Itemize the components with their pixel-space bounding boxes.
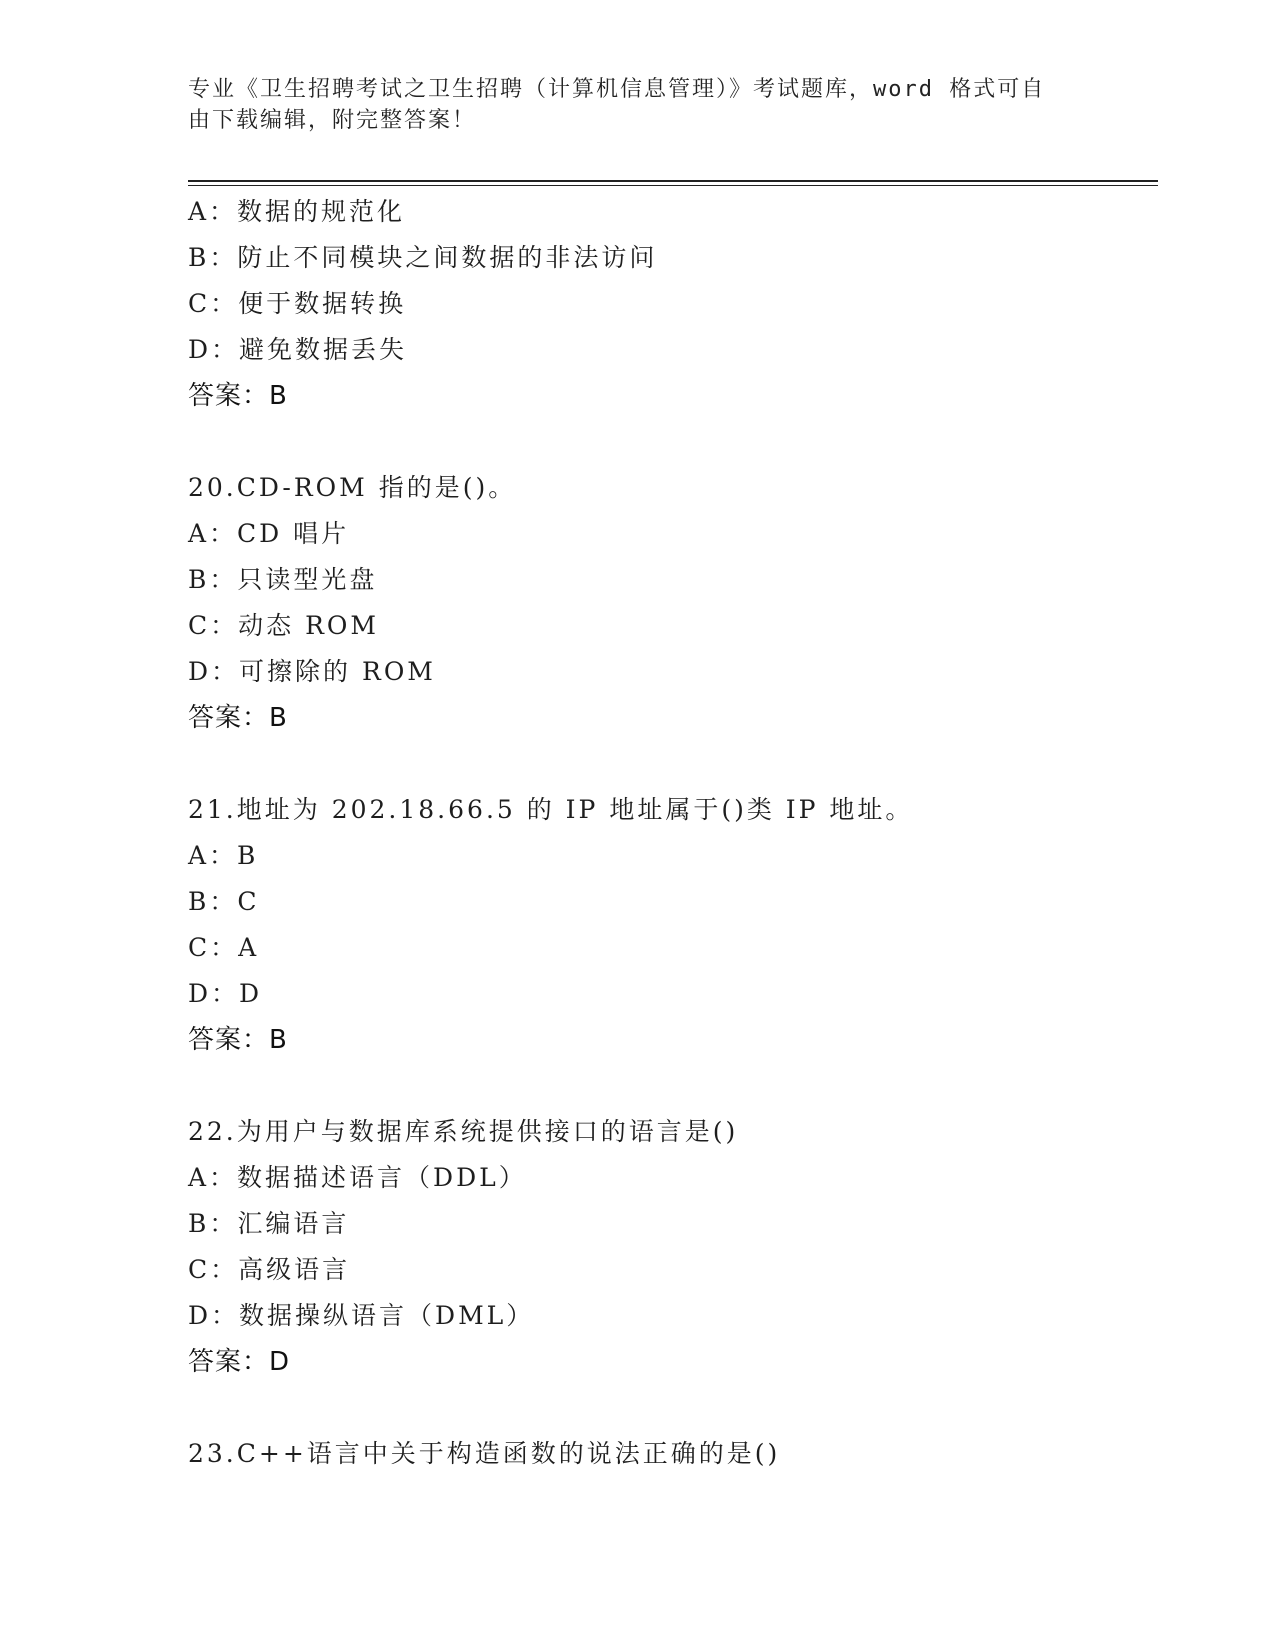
option-d: D：D [188,979,263,1008]
option-d: D：数据操纵语言（DML） [188,1301,535,1330]
answer-line: 答案：B [188,1025,288,1055]
question-title: 20.CD-ROM 指的是()。 [188,473,517,502]
question-22 [188,1109,1158,1385]
answer-line: 答案：D [188,1347,291,1377]
option-d: D：可擦除的 ROM [188,657,436,686]
option-b: B：只读型光盘 [188,565,378,594]
option-c: C：A [188,933,260,962]
option-a: A：数据的规范化 [188,197,406,226]
option-b: B：汇编语言 [188,1209,350,1238]
answer-line: 答案：B [188,381,288,411]
option-a: A：B [188,841,259,870]
document-header [188,74,1068,136]
option-c: C：高级语言 [188,1255,351,1284]
question-title: 23.C++语言中关于构造函数的说法正确的是() [188,1439,781,1468]
question-21 [188,787,1158,1063]
option-b: B：C [188,887,260,916]
option-d: D：避免数据丢失 [188,335,408,364]
header-divider [188,180,1158,186]
header-line-1: 专业《卫生招聘考试之卫生招聘（计算机信息管理）》考试题库，word 格式可自 [188,77,1046,102]
option-a: A：数据描述语言（DDL） [188,1163,527,1192]
answer-line: 答案：B [188,703,288,733]
option-c: C：便于数据转换 [188,289,407,318]
question-title: 21.地址为 202.18.66.5 的 IP 地址属于()类 IP 地址。 [188,795,914,824]
question-list [188,189,1158,1477]
question-20 [188,465,1158,741]
question-23 [188,1431,1158,1477]
question-fragment [188,189,1158,419]
option-b: B：防止不同模块之间数据的非法访问 [188,243,658,272]
option-a: A：CD 唱片 [188,519,350,548]
question-title: 22.为用户与数据库系统提供接口的语言是() [188,1117,739,1146]
option-c: C：动态 ROM [188,611,379,640]
header-line-2: 由下载编辑，附完整答案！ [188,108,477,133]
